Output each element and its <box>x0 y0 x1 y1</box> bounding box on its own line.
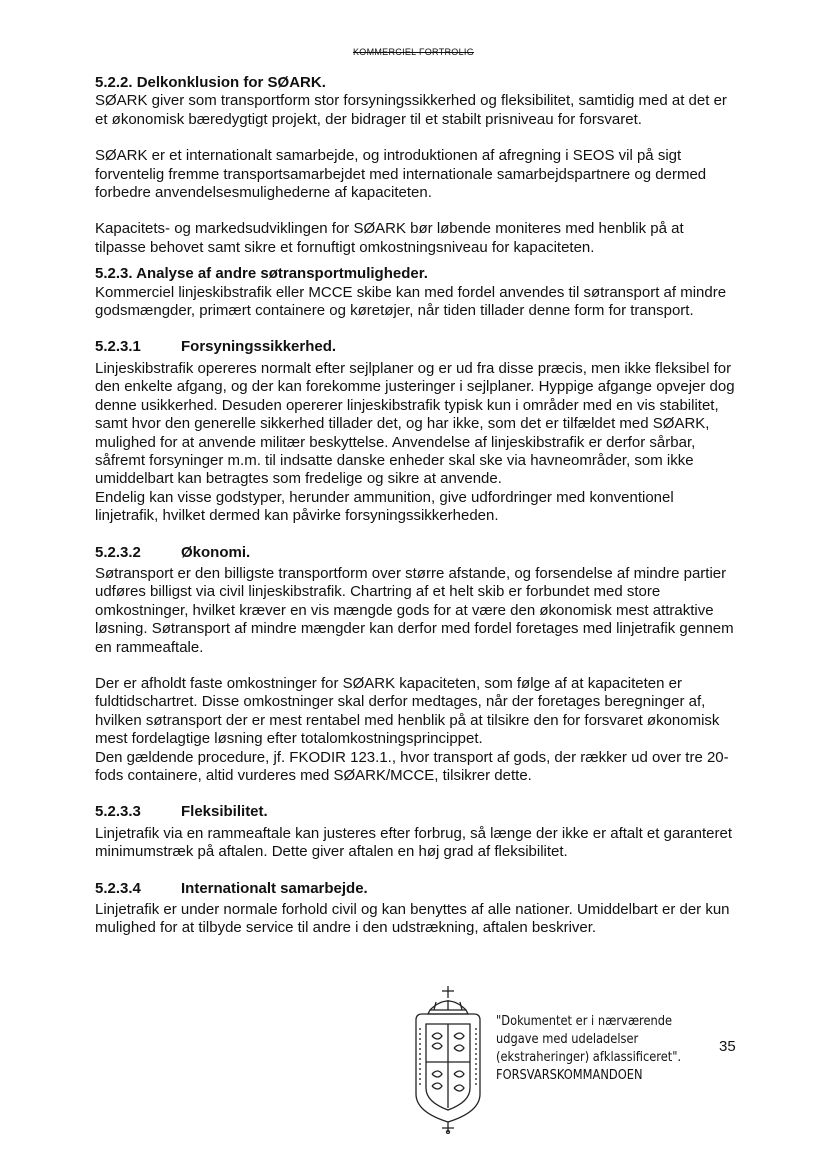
paragraph: Kapacitets- og markedsudviklingen for SØARK bør løbende moniteres med henblik på at tilpasse behovet samt sikre et fornuftigt omkostningsniveau for kapaciteten. <box>95 220 684 256</box>
coat-of-arms-seal-icon <box>408 984 488 1134</box>
paragraph: Linjeskibstrafik opereres normalt efter sejlplaner og er ud fra disse præcis, men ikke fleksibel for den enkelte afgang, og der kan forekomme justeringer i sejlplaner. Hyppige afgange opvejer dog denne usikkerhed. Desuden opererer linjeskibstrafik typisk kun i områder med en vis stabilitet, samt hvor den generelle sikkerhed tillader det, og har ikke, som det er tilfældet med SØARK, mulighed for at anvende militær beskyttelse. Anvendelse af linjeskibstrafik er derfor sårbar, såfremt forsyninger m.m. til indsatte danske enheder skal ske via havneområder, som ikke umiddelbart kan betragtes som fredelige og sikre at anvende. <box>95 359 735 488</box>
document-body <box>95 74 735 938</box>
subsection-number: 5.2.3.2 <box>95 543 141 561</box>
section-heading-5-2-3: 5.2.3. Analyse af andre søtransportmuligheder. <box>95 265 428 283</box>
paragraph: SØARK er et internationalt samarbejde, og introduktionen af afregning i SEOS vil på sigt forventelig fremme transportsamarbejdet med internationale samarbejdspartnere og dermed forbedre anvendelsesmulighederne af kapaciteten. <box>95 147 707 202</box>
subsection-heading-5-2-3-1 <box>95 338 735 356</box>
classification-label: KOMMERCIEL FORTROLIG <box>352 47 474 57</box>
subsection-title: Fleksibilitet. <box>181 803 268 821</box>
paragraph: Kommerciel linjeskibstrafik eller MCCE skibe kan med fordel anvendes til søtransport af mindre godsmængder, primært containere og køretøjer, når tiden tillader denne form for transport. <box>95 283 727 320</box>
subsection-title: Internationalt samarbejde. <box>181 879 368 897</box>
subsection-number: 5.2.3.4 <box>95 879 141 897</box>
paragraph: Linjetrafik er under normale forhold civil og kan benyttes af alle nationer. Umiddelbart er der kun mulighed for at tilbyde service til andre i den udstrækning, aftalen beskriver. <box>95 901 730 937</box>
subsection-heading-5-2-3-2 <box>95 544 735 562</box>
subsection-number: 5.2.3.3 <box>95 803 141 821</box>
subsection-heading-5-2-3-3 <box>95 803 735 821</box>
stamp-line: udgave med udeladelser <box>496 1032 639 1047</box>
subsection-number: 5.2.3.1 <box>95 338 141 356</box>
stamp-line: "Dokumentet er i nærværende <box>496 1014 673 1029</box>
page-number: 35 <box>719 1038 736 1055</box>
subsection-title: Økonomi. <box>181 543 251 561</box>
paragraph: SØARK giver som transportform stor forsyningssikkerhed og fleksibilitet, samtidig med at det er et økonomisk bæredygtigt projekt, der bidrager til et stabilt prisniveau for forsvaret. <box>95 92 727 128</box>
section-heading-5-2-2: 5.2.2. Delkonklusion for SØARK. <box>95 74 326 91</box>
classification-header <box>0 47 827 57</box>
paragraph: Endelig kan visse godstyper, herunder ammunition, give udfordringer med konventionel linjetrafik, hvilket dermed kan påvirke forsyningssikkerheden. <box>95 488 674 525</box>
paragraph: Den gældende procedure, jf. FKODIR 123.1., hvor transport af gods, der rækker ud over tre 20-fods containere, altid vurderes med SØARK/MCCE, tilsikrer dette. <box>95 748 729 784</box>
paragraph: Søtransport er den billigste transportform over større afstande, og forsendelse af mindre partier udføres billigst via civil linjeskibstrafik. Chartring af et helt skib er forbundet med store omkostninger, hvilket kræver en vis mængde gods for at være den økonomisk mest attraktive løsning. Søtransport af mindre mængder kan derfor med fordel foretages med linjetrafik gennem en rammeaftale. <box>95 564 734 656</box>
declassification-stamp <box>496 1013 681 1085</box>
paragraph: Linjetrafik via en rammeaftale kan justeres efter forbrug, så længe der ikke er aftalt et garanteret minimumstræk på aftalen. Dette giver aftalen en høj grad af fleksibilitet. <box>95 824 732 861</box>
paragraph: Der er afholdt faste omkostninger for SØARK kapaciteten, som følge af at kapaciteten er fuldtidschartret. Disse omkostninger skal derfor medtages, når der foretages beregninger af, hvilken søtransport der er mest rentabel med henblik på at tilsikre den for forsvaret økonomisk mest fordelagtige løsning efter totalomkostningsprincippet. <box>95 674 720 748</box>
stamp-line: FORSVARSKOMMANDOEN <box>496 1068 643 1083</box>
subsection-title: Forsyningssikkerhed. <box>181 338 337 356</box>
stamp-line: (ekstraheringer) afklassificeret". <box>496 1050 682 1065</box>
subsection-heading-5-2-3-4 <box>95 880 735 898</box>
